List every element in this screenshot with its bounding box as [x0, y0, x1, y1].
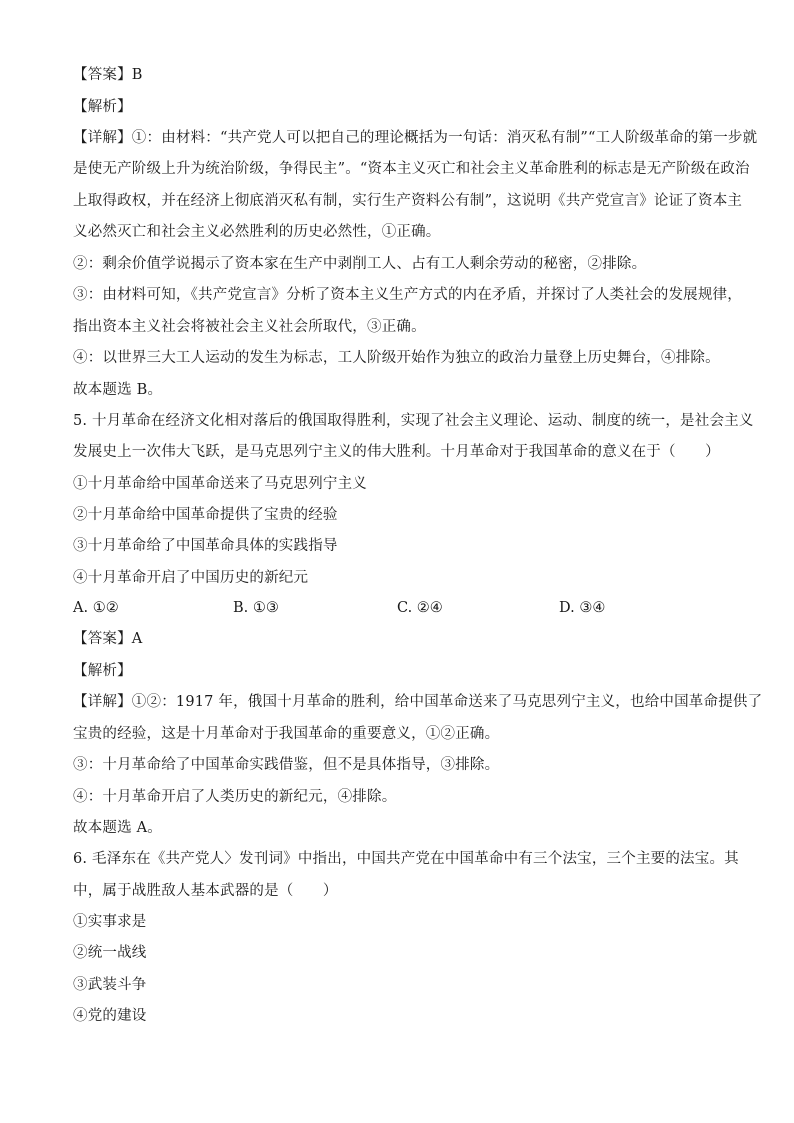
analysis-label: 【解析】	[73, 663, 132, 679]
question-item: ②统一战线	[73, 945, 147, 961]
question-item: ④十月革命开启了中国历史的新纪元	[73, 570, 309, 586]
question-item: ④党的建设	[73, 1008, 147, 1024]
option-d: D. ③④	[559, 600, 606, 616]
conclusion-line: 故本题选 B。	[73, 382, 163, 398]
option-c: C. ②④	[397, 600, 443, 616]
question-item: ①实事求是	[73, 914, 147, 930]
explanation-line: 义必然灭亡和社会主义必然胜利的历史必然性，①正确。	[73, 224, 441, 240]
explanation-line: ③：十月革命给了中国革命实践借鉴，但不是具体指导，③排除。	[73, 757, 500, 773]
explanation-line: 是使无产阶级上升为统治阶级，争得民主”。“资本主义灭亡和社会主义革命胜利的标志是无产阶级在政治	[73, 161, 750, 177]
explanation-line: 【详解】①：由材料：“共产党人可以把自己的理论概括为一句话：消灭私有制”“工人阶级革命的第一步就	[73, 130, 758, 146]
conclusion-line: 故本题选 A。	[73, 820, 162, 836]
question-stem: 发展史上一次伟大飞跃，是马克思列宁主义的伟大胜利。十月革命对于我国革命的意义在于（ ）	[73, 444, 720, 460]
question-stem: 5. 十月革命在经济文化相对落后的俄国取得胜利，实现了社会主义理论、运动、制度的统一，是社会主义	[73, 413, 754, 429]
answer-label: 【答案】B	[73, 67, 143, 83]
explanation-line: ②：剩余价值学说揭示了资本家在生产中剥削工人、占有工人剩余劳动的秘密，②排除。	[73, 256, 647, 272]
answer-label: 【答案】A	[73, 631, 143, 647]
question-item: ③十月革命给了中国革命具体的实践指导	[73, 538, 338, 554]
explanation-line: ④：以世界三大工人运动的发生为标志，工人阶级开始作为独立的政治力量登上历史舞台，④排除。	[73, 350, 720, 366]
explanation-line: 【详解】①②：1917 年，俄国十月革命的胜利，给中国革命送来了马克思列宁主义，也给中国革命提供了	[73, 694, 763, 710]
question-item: ①十月革命给中国革命送来了马克思列宁主义	[73, 476, 367, 492]
explanation-line: ④：十月革命开启了人类历史的新纪元，④排除。	[73, 789, 397, 805]
explanation-line: ③：由材料可知，《共产党宣言》分析了资本主义生产方式的内在矛盾，并探讨了人类社会的发展规律，	[73, 287, 742, 303]
question-stem: 6. 毛泽东在《共产党人〉发刊词》中指出，中国共产党在中国革命中有三个法宝，三个主要的法宝。其	[73, 851, 739, 867]
explanation-line: 上取得政权，并在经济上彻底消灭私有制，实行生产资料公有制”，这说明《共产党宣言》论证了资本主	[73, 193, 743, 209]
explanation-line: 宝贵的经验，这是十月革命对于我国革命的重要意义，①②正确。	[73, 726, 500, 742]
option-b: B. ①③	[233, 600, 279, 616]
explanation-line: 指出资本主义社会将被社会主义社会所取代，③正确。	[73, 319, 426, 335]
question-item: ③武装斗争	[73, 977, 147, 993]
option-a: A. ①②	[73, 600, 119, 616]
question-stem: 中，属于战胜敌人基本武器的是（ ）	[73, 883, 338, 899]
question-item: ②十月革命给中国革命提供了宝贵的经验	[73, 507, 338, 523]
analysis-label: 【解析】	[73, 99, 132, 115]
